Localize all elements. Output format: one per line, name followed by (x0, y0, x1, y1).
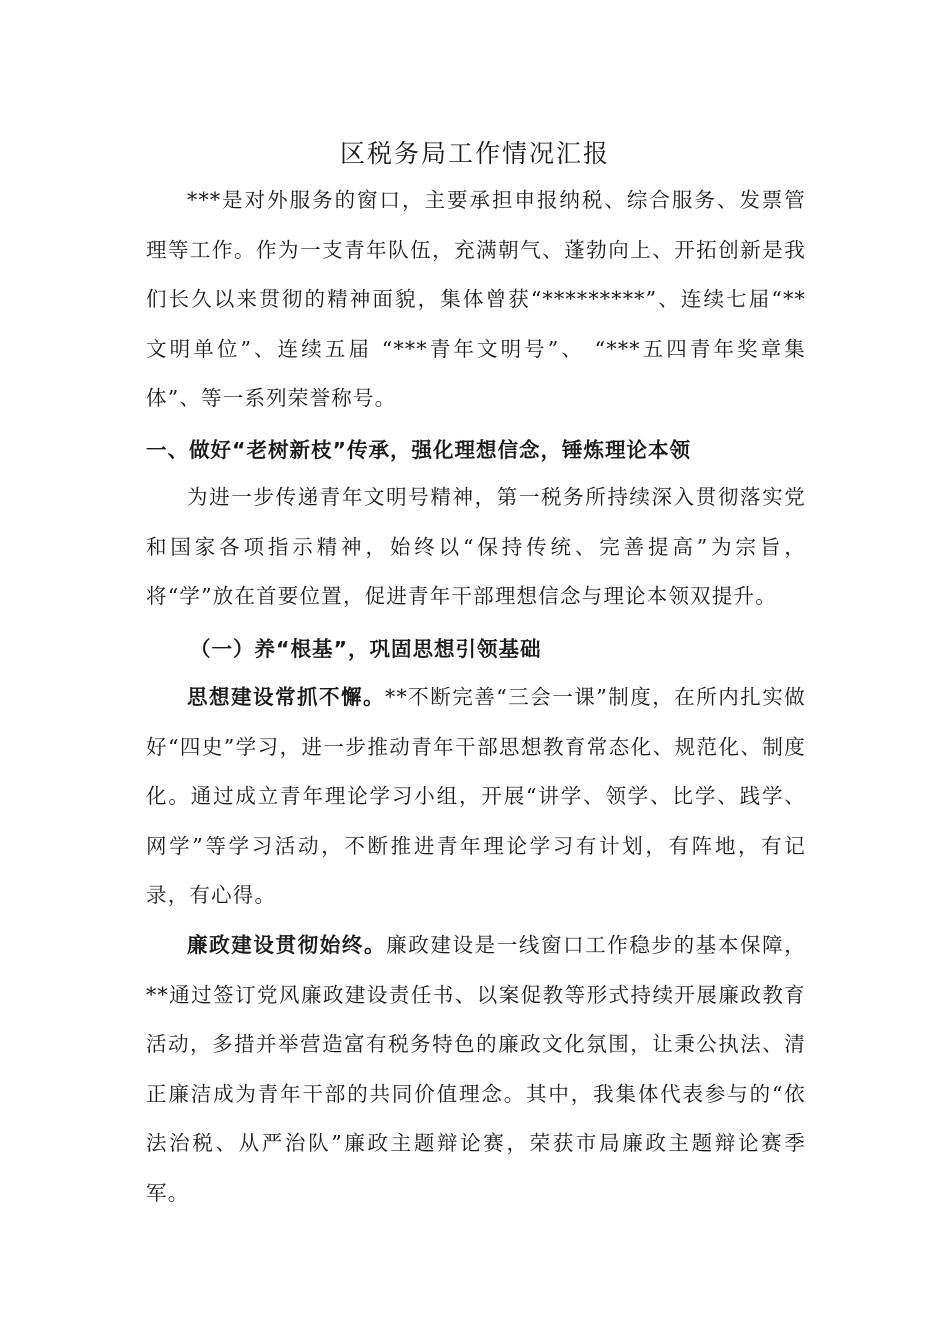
paragraph-integrity-lead: 廉政建设贯彻始终。 (187, 933, 387, 957)
intro-paragraph: ***是对外服务的窗口，主要承担申报纳税、综合服务、发票管理等工作。作为一支青年队伍，充满朝气、蓬勃向上、开拓创新是我们长久以来贯彻的精神面貌，集体曾获“*********”、连续七届“**文明单位”、连续五届 “***青年文明号”、 “***五四青年奖章集体”、等一系列荣誉称号。 (146, 188, 806, 410)
section-heading-1: 一、做好“老树新枝”传承，强化理想信念，锤炼理论本领 (146, 438, 691, 462)
paragraph-ideology (146, 673, 806, 921)
paragraph-ideology-body: **不断完善“三会一课”制度，在所内扎实做好“四史”学习，进一步推动青年干部思想教育常态化、规范化、制度化。通过成立青年理论学习小组，开展“讲学、领学、比学、践学、网学”等学习活动，不断推进青年理论学习有计划，有阵地，有记录，有心得。 (146, 685, 806, 907)
paragraph-ideology-lead: 思想建设常抓不懈。 (187, 685, 386, 709)
document-title: 区税务局工作情况汇报 (339, 139, 610, 168)
section-1-body: 为进一步传递青年文明号精神，第一税务所持续深入贯彻落实党和国家各项指示精神，始终以“保持传统、完善提高”为宗旨，将“学”放在首要位置，促进青年干部理想信念与理论本领双提升。 (146, 485, 806, 608)
paragraph-integrity-body: 廉政建设是一线窗口工作稳步的基本保障，**通过签订党风廉政建设责任书、以案促教等形式持续开展廉政教育活动，多措并举营造富有税务特色的廉政文化氛围，让秉公执法、清正廉洁成为青年干部的共同价值理念。其中，我集体代表参与的“依法治税、从严治队”廉政主题辩论赛，荣获市局廉政主题辩论赛季军。 (146, 933, 806, 1205)
paragraph-integrity (146, 921, 806, 1218)
subsection-heading-1: （一）养“根基”，巩固思想引领基础 (190, 637, 542, 661)
